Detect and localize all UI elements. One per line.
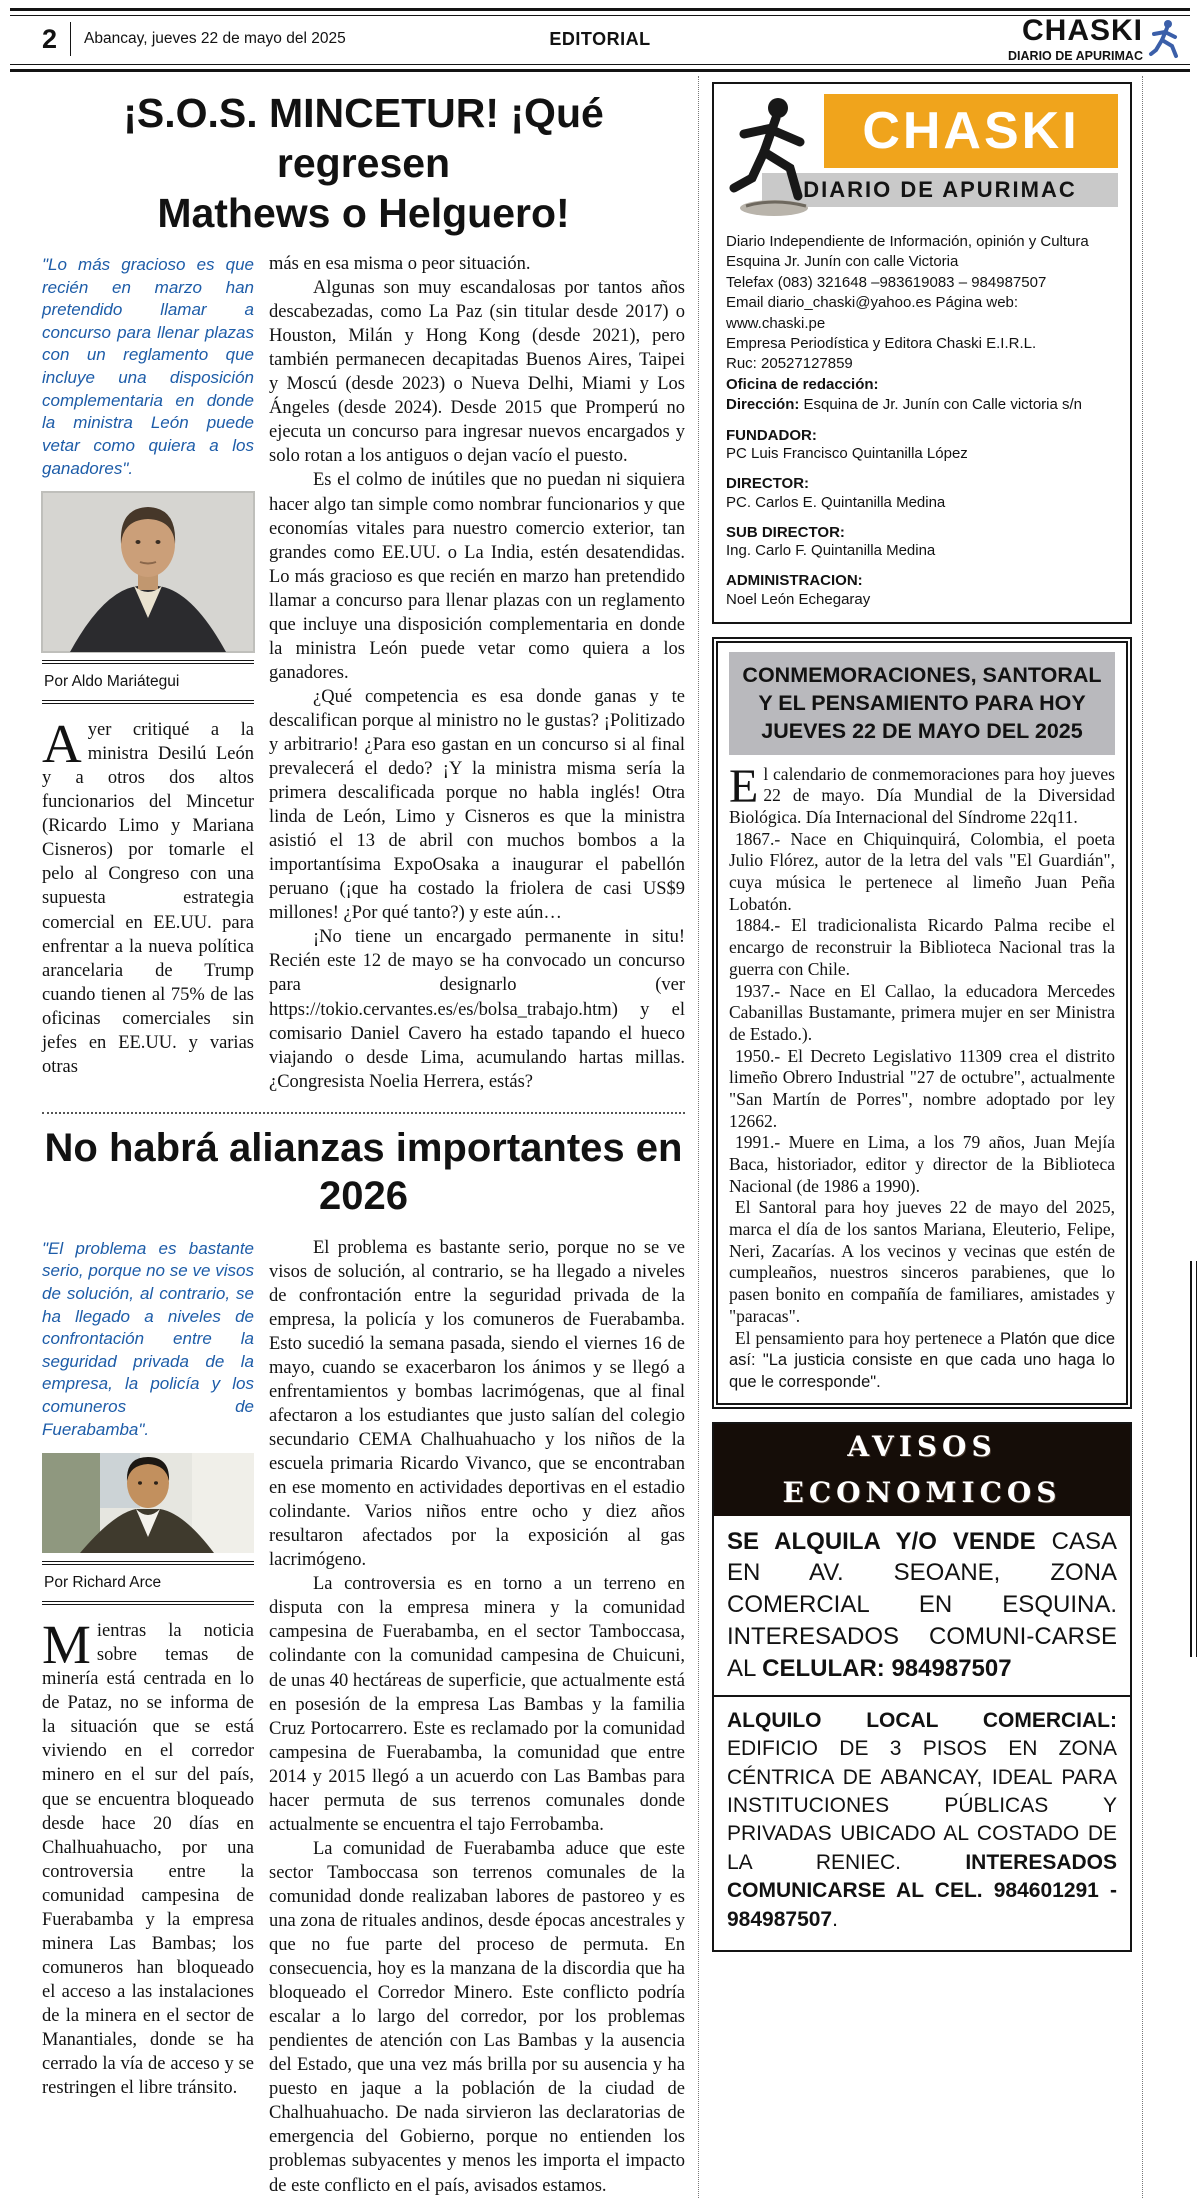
chaski-logo-text: CHASKI (824, 94, 1118, 168)
info-line: Ruc: 20527127859 (726, 355, 853, 373)
info-line: Esquina Jr. Junín con calle Victoria (726, 253, 959, 271)
article2-left-column (42, 1236, 254, 2198)
info-line: Telefax (083) 321648 –983619083 – 984987507 (726, 273, 1047, 291)
conme-paragraph: 1991.- Muere en Lima, a los 79 años, Juan Mejía Baca, historiador, editor y director de la Biblioteca Nacional (de 1986 a 1990). (729, 1132, 1115, 1196)
pensamiento-paragraph: El pensamiento para hoy pertenece a Platón que dice así: "La justicia consiste en que cada uno haga lo que le corresponde". (729, 1327, 1115, 1391)
article-paragraph: Algunas son muy escandalosas por tantos años descabezadas, como La Paz (sin titular desde 2017) o Houston, Milán y Hong Kong (desde 2021), pero también permanecen decapitadas Buenos Aires, Taipei y Moscú (desde 2023) o Nueva Delhi, Miami y Los Ángeles (desde 2024). Desde 2015 que Promperú no ejecuta un concurso para ingresar nuevos encargados y solo rotan a los antiguos o dejan vacío el puesto. (269, 278, 685, 467)
address-line: Dirección: Esquina de Jr. Junín con Calle victoria s/n (726, 396, 1083, 414)
article1-left-paragraph: Ayer critiqué a la ministra Desilú León y a otros dos altos funcionarios del Mincetur (Ricardo Limo y Mariana Cisneros) por tomarle el pelo al Congreso con una supuesta estrategia comercial en EE.UU. para enfrentar a la nueva política arancelaria de Trump cuando tienen al 75% de las oficinas comerciales sin jefes en EE.UU. y varias otras (42, 713, 254, 1077)
staff-role: SUB DIRECTOR: (726, 523, 845, 541)
article-paragraph: ¡No tiene un encargado permanente in situ! Recién este 12 de mayo se ha convocado un concurso para designarlo (ver https://tokio.cervantes.es/es/bolsa_trabajo.htm) y el comisario Daniel Cavero ha estado tapando el hueco viajando o desde Lima, acumulando hartas millas. ¿Congresista Noelia Herrera, estás? (269, 927, 685, 1092)
conme-paragraph: 1950.- El Decreto Legislativo 11309 crea el distrito limeño Obrero Industrial "27 de octubre", actualmente "San Martín de Porres", nombre adoptado por ley 12662. (729, 1045, 1115, 1131)
conme-paragraph: El calendario de conmemoraciones para hoy jueves 22 de mayo. Día Mundial de la Diversidad Biológica. Día Internacional del Síndrome 22q11. (729, 759, 1115, 828)
masthead-info-box (712, 82, 1132, 624)
page-header (0, 16, 1200, 62)
chaski-runner-logo (726, 94, 826, 222)
conme-paragraph: 1937.- Nace en El Callao, la educadora Mercedes Cabanillas Bustamante, primera mujer en ser Ministra de Estado.). (729, 980, 1115, 1044)
avisos-economicos-box (712, 1422, 1132, 1952)
article-paragraph: La controversia es en torno a un terreno en disputa con la empresa minera y la comunidad campesina de Fuerabamba, en el sector Tamboccasa, colindante con la comunidad campesina de Chuicuni, de unas 40 hectáreas de superficie, que actualmente está en posesión de la empresa Las Bambas y la familia Cruz Portocarrero. Este es reclamado por la comunidad campesina de Fuerabamba, la comunidad que entre 2014 y 2015 llegó a un acuerdo con Las Bambas para hacer permuta de sus terrenos comunales donde actualmente se encuentra el tajo Ferrobamba. (269, 1574, 685, 1835)
office-label: Oficina de redacción: (726, 375, 879, 393)
article2-byline: Por Richard Arce (42, 1561, 254, 1605)
article-mincetur (42, 88, 685, 1094)
article-paragraph: La comunidad de Fuerabamba aduce que este sector Tamboccasa son terrenos comunales de la comunidad donde realizaban labores de pastoreo y es una zona de rituales andinos, desde épocas ancestrales y que no fue parte del proceso de permuta. En consecuencia, hoy es la manzana de la discordia que ha bloqueado el Corredor Minero. Este conflicto podría escalar a lo largo del corredor, por los problemas pendientes de atención con Las Bambas y la ausencia del Estado, que una vez más brilla por su ausencia y ha puesto en jaque a la población de la ciudad de Chalhuahuacho. De nada sirvieron las declaratorias de emergencia del Gobierno, porque no entienden los problemas subyacentes y menos les importa el impacto de este conflicto en el país, avisados estamos. (269, 1838, 685, 2196)
article1-byline: Por Aldo Mariátegui (42, 660, 254, 704)
ad-divider (714, 1695, 1130, 1697)
classified-ad-1: SE ALQUILA Y/O VENDE CASA EN AV. SEOANE, ZONA COMERCIAL EN ESQUINA. INTERESADOS COMUNI-CARSE AL CELULAR: 984987507 (727, 1527, 1117, 1683)
article1-body-column (269, 252, 685, 1094)
brand-name: CHASKI (1021, 14, 1143, 47)
conmemoraciones-box (712, 637, 1132, 1409)
conme-paragraph: El Santoral para hoy jueves 22 de mayo del 2025, marca el día de los santos Mariana, Eleuterio, Felipe, Neri, Zacarías. A los vecinos y vecinas que estén de cumpleaños, nuestros sinceros parabienes, que lo pasen bonito en compañía de familiares, amistades y "paracas". (729, 1197, 1115, 1326)
article1-title: ¡S.O.S. MINCETUR! ¡Qué regresen Mathews o Helguero! (123, 90, 604, 237)
article1-left-column (42, 252, 254, 1094)
info-line: Diario Independiente de Información, opinión y Cultura (726, 233, 1089, 250)
articles-separator (42, 1112, 685, 1114)
header-bottom-rule (10, 64, 1190, 72)
page-number: 2 (42, 23, 58, 54)
author-photo-richard-arce (42, 1453, 254, 1553)
article-paragraph: El problema es bastante serio, porque no se ve visos de solución, al contrario, se ha llegado a niveles de confrontación entre la seguridad privada de la empresa, la policía y los comuneros de Fuerabamba. Esto sucedió la semana pasada, siendo el viernes 16 de mayo, cuando se exacerbaron los ánimos y se llegó a enfrentamientos y bombas lacrimógenas, que al final afectaron a los estudiantes que justo salían del colegio secundario CEMA Chalhuahuacho y los niños de la escuela primaria Ricardo Vivanco, que se encontraban en ese momento en actividades deportivas en el estadio colindante. Varios niños entre ocho y diez años resultaron afectados por la exposición al gas lacrimógeno. (269, 1237, 685, 1571)
staff-role: FUNDADOR: (726, 426, 817, 444)
staff-name: PC Luis Francisco Quintanilla López (726, 445, 968, 463)
article2-left-paragraph: Mientras la noticia sobre temas de minería está centrada en lo de Pataz, no se informa de la situación que se está viviendo en el corredor minero en el sur del país, que se encuentra bloqueado desde hace 20 días en Chalhuahuacho, por una controversia entre la comunidad campesina de Fuerabamba y la empresa minera Las Bambas; los comuneros han bloqueado el acceso a las instalaciones de la minera en el sector de Manantiales, donde se ha cerrado la vía de acceso y se restringen el libre tránsito. (42, 1614, 254, 2099)
article-paragraph: ¿Qué competencia es esa donde ganas y te descalifican porque al ministro no le gustas? ¡Politizado y arbitrario! ¿Para eso gastan en un concurso si al final prevalecerá el dedo? ¡Y la ministra misma sería la primera descalificada porque no habla inglés! Otra linda de León, Limo y Cisneros es que la ministra asistió el 13 de abril con muchos bombos a la importantísima ExpoOsaka a inaugurar el pabellón peruano (¡que ha costado la friolera de casi US$9 millones! ¿Por qué tanto?) y este aún… (269, 686, 685, 924)
article2-title: No habrá alianzas importantes en 2026 (44, 1125, 683, 1218)
info-line: Empresa Periodística y Editora Chaski E.I.R.L. (726, 334, 1037, 352)
runner-icon (1148, 18, 1182, 60)
staff-role: ADMINISTRACION: (726, 572, 863, 590)
staff-name: Ing. Carlo F. Quintanilla Medina (726, 542, 936, 560)
avisos-header: AVISOS ECONOMICOS (714, 1424, 1130, 1516)
staff-list (726, 427, 1118, 610)
conmemoraciones-body (729, 759, 1115, 1393)
chaski-logo-subtitle: DIARIO DE APURIMAC (762, 173, 1118, 207)
article-paragraph: Es el colmo de inútiles que no puedan ni siquiera hacer algo tan simple como nombrar funcionarios y que economías vitales para nuestro comercio exterior, tan grandes como EE.UU. o La India, estén desatendidas. Lo más gracioso es que recién en marzo han pretendido llamar a concurso para llenar plazas con un reglamento que incluye una disposición complementaria en donde la ministra León puede vetar como quiera a los ganadores. (269, 470, 685, 683)
chaski-logo (726, 94, 1118, 222)
article2-pull-quote: "El problema es bastante serio, porque no se ve visos de solución, al contrario, se ha llegado a niveles de confrontación entre la seguridad privada de la empresa, la policía y los comuneros de Fuerabamba". (42, 1238, 254, 1439)
conme-paragraph: 1867.- Nace en Chiquinquirá, Colombia, el poeta Julio Flórez, autor de la letra del vals "El Guardián", cuya música le pertenece al limeño Juan Peña Lobatón. (729, 828, 1115, 914)
page-date: Abancay, jueves 22 de mayo del 2025 (84, 30, 346, 47)
info-line: Email diario_chaski@yahoo.es Página web: www.chaski.pe (726, 294, 1019, 332)
conmemoraciones-header: CONMEMORACIONES, SANTORAL Y EL PENSAMIENTO PARA HOY JUEVES 22 DE MAYO DEL 2025 (729, 652, 1115, 755)
newspaper-page (0, 8, 1200, 2196)
page-edge-rule (1190, 1261, 1197, 1657)
main-articles-area (42, 76, 685, 2198)
newspaper-info (726, 232, 1118, 416)
article2-body-column (269, 1236, 685, 2198)
section-title: EDITORIAL (549, 28, 651, 49)
staff-name: PC. Carlos E. Quintanilla Medina (726, 493, 946, 511)
article-paragraph: más en esa misma o peor situación. (269, 254, 531, 275)
masthead-brand (1008, 14, 1182, 64)
classified-ad-2: ALQUILO LOCAL COMERCIAL: EDIFICIO DE 3 PISOS EN ZONA CÉNTRICA DE ABANCAY, IDEAL PARA INSTITUCIONES PÚBLICAS Y PRIVADAS UBICADO AL COSTADO DE LA RENIEC. INTERESADOS COMUNICARSE AL CEL. 984601291 - 984987507. (727, 1709, 1117, 1931)
staff-name: Noel León Echegaray (726, 590, 871, 608)
article1-pull-quote: "Lo más gracioso es que recién en marzo han pretendido llamar a concurso para llenar plazas con un reglamento que incluye una disposición complementaria en donde la ministra León puede vetar como quiera a los ganadores". (42, 255, 254, 478)
brand-subtitle: DIARIO DE APURIMAC (1008, 49, 1143, 63)
conme-paragraph: 1884.- El tradicionalista Ricardo Palma recibe el encargo de reconstruir la Biblioteca Nacional tras la guerra con Chile. (729, 915, 1115, 979)
author-photo-aldo-mariategui (42, 492, 254, 652)
page-content (0, 72, 1200, 2198)
right-column (698, 76, 1143, 2198)
staff-role: DIRECTOR: (726, 475, 810, 493)
article-alianzas (42, 1124, 685, 2198)
